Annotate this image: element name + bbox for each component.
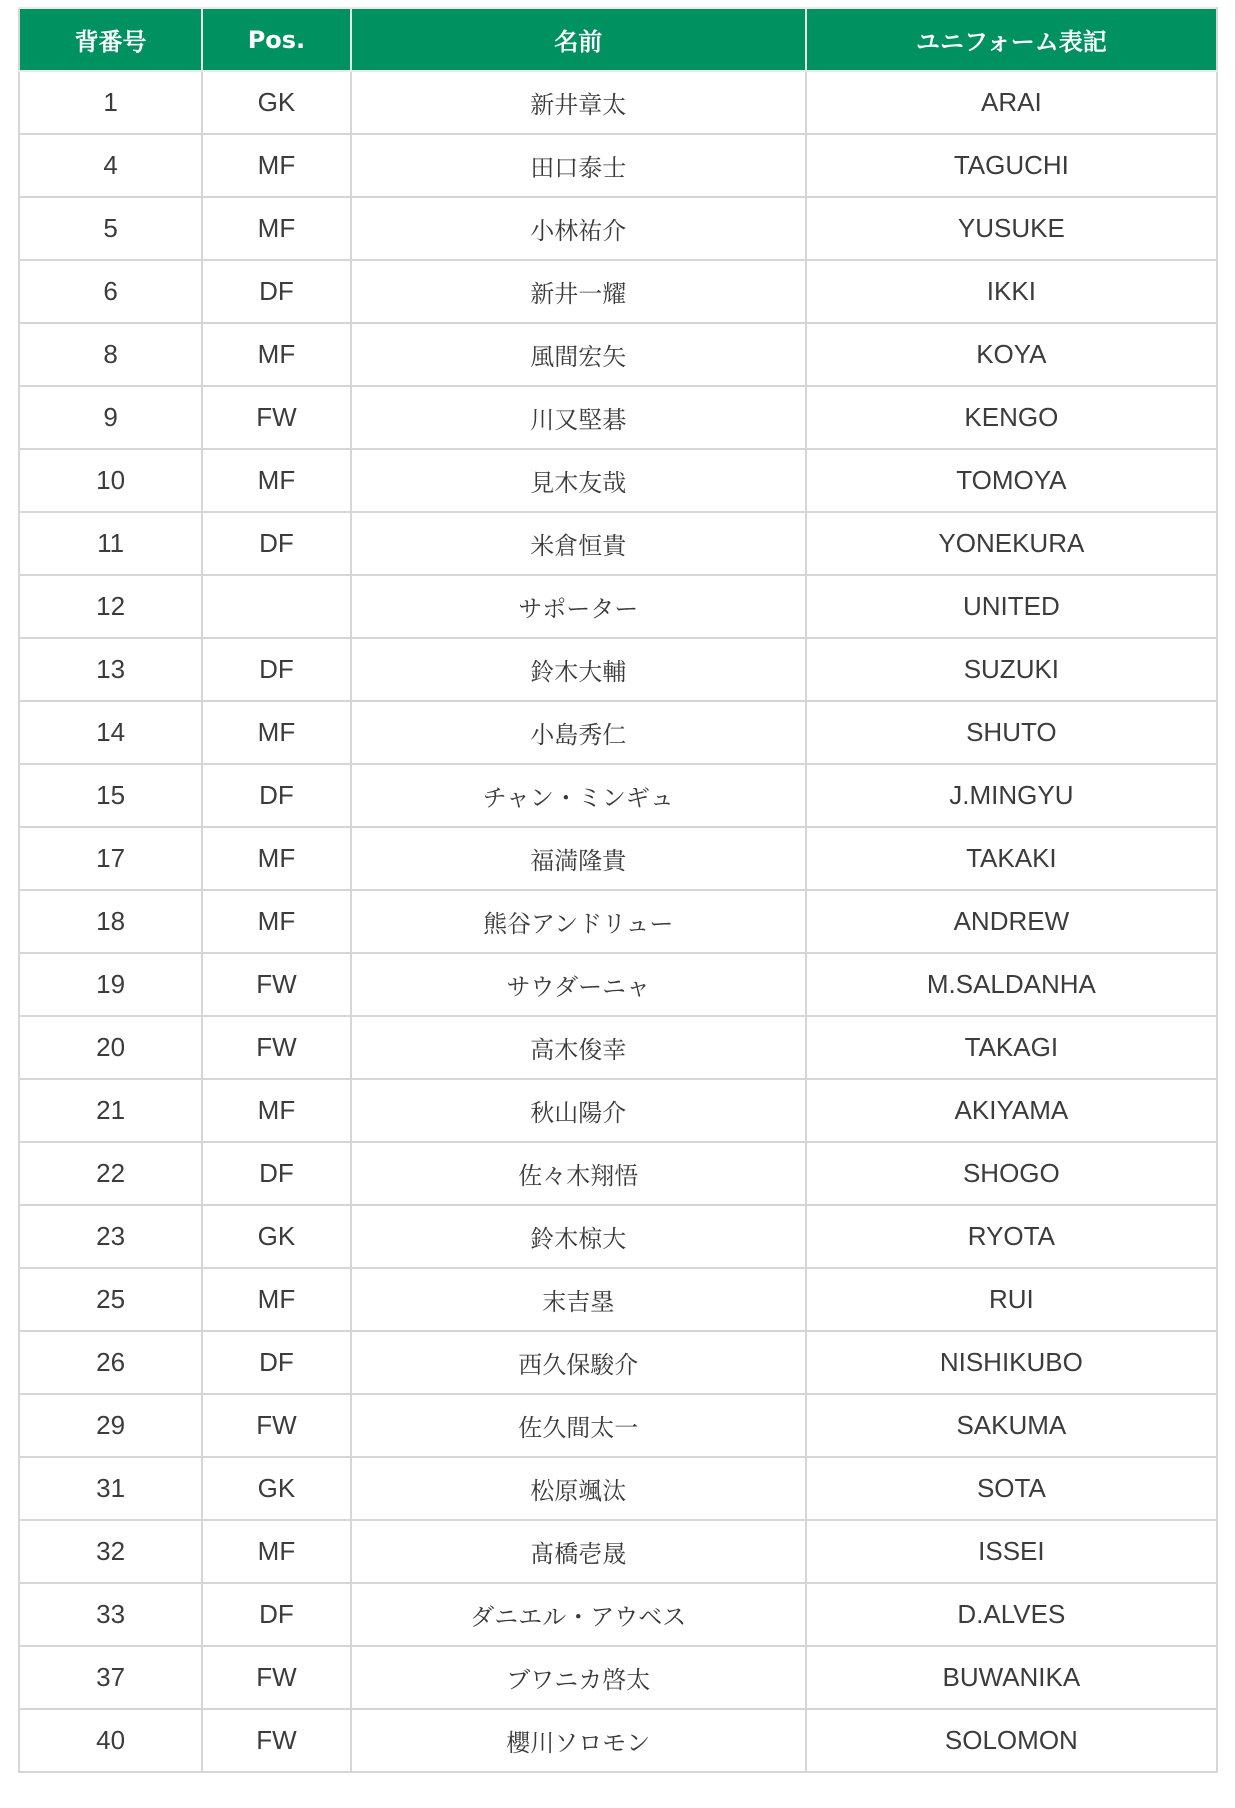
cell-uniform: D.ALVES bbox=[806, 1583, 1217, 1646]
cell-position: DF bbox=[202, 512, 351, 575]
cell-name: 風間宏矢 bbox=[351, 323, 806, 386]
table-row bbox=[19, 512, 1217, 575]
cell-name: チャン・ミンギュ bbox=[351, 764, 806, 827]
cell-name: 福満隆貴 bbox=[351, 827, 806, 890]
table-row bbox=[19, 1268, 1217, 1331]
cell-number: 37 bbox=[19, 1646, 202, 1709]
cell-uniform: SOTA bbox=[806, 1457, 1217, 1520]
cell-position: MF bbox=[202, 890, 351, 953]
cell-position: DF bbox=[202, 1142, 351, 1205]
header-number: 背番号 bbox=[19, 8, 202, 71]
cell-name: 鈴木椋大 bbox=[351, 1205, 806, 1268]
cell-number: 31 bbox=[19, 1457, 202, 1520]
cell-name: 高木俊幸 bbox=[351, 1016, 806, 1079]
cell-uniform: NISHIKUBO bbox=[806, 1331, 1217, 1394]
cell-name: サポーター bbox=[351, 575, 806, 638]
cell-name: サウダーニャ bbox=[351, 953, 806, 1016]
roster-table-header bbox=[19, 8, 1217, 71]
cell-name: 新井一耀 bbox=[351, 260, 806, 323]
table-row bbox=[19, 1205, 1217, 1268]
cell-uniform: J.MINGYU bbox=[806, 764, 1217, 827]
cell-position: MF bbox=[202, 1520, 351, 1583]
cell-uniform: TAKAGI bbox=[806, 1016, 1217, 1079]
cell-number: 6 bbox=[19, 260, 202, 323]
cell-name: 鈴木大輔 bbox=[351, 638, 806, 701]
cell-name: 田口泰士 bbox=[351, 134, 806, 197]
cell-position: FW bbox=[202, 386, 351, 449]
cell-number: 25 bbox=[19, 1268, 202, 1331]
cell-number: 22 bbox=[19, 1142, 202, 1205]
cell-uniform: YUSUKE bbox=[806, 197, 1217, 260]
cell-position: DF bbox=[202, 1583, 351, 1646]
roster-table bbox=[18, 7, 1218, 1773]
table-row bbox=[19, 1079, 1217, 1142]
table-row bbox=[19, 134, 1217, 197]
cell-uniform: BUWANIKA bbox=[806, 1646, 1217, 1709]
cell-position: FW bbox=[202, 953, 351, 1016]
cell-position: MF bbox=[202, 701, 351, 764]
cell-uniform: TAGUCHI bbox=[806, 134, 1217, 197]
cell-position: FW bbox=[202, 1709, 351, 1772]
cell-name: 新井章太 bbox=[351, 71, 806, 134]
cell-name: 佐久間太一 bbox=[351, 1394, 806, 1457]
cell-position: MF bbox=[202, 323, 351, 386]
cell-position: GK bbox=[202, 1457, 351, 1520]
cell-number: 21 bbox=[19, 1079, 202, 1142]
table-row bbox=[19, 260, 1217, 323]
cell-position: GK bbox=[202, 1205, 351, 1268]
cell-uniform: RUI bbox=[806, 1268, 1217, 1331]
cell-number: 5 bbox=[19, 197, 202, 260]
cell-position: MF bbox=[202, 1079, 351, 1142]
cell-number: 40 bbox=[19, 1709, 202, 1772]
header-uniform: ユニフォーム表記 bbox=[806, 8, 1217, 71]
cell-number: 13 bbox=[19, 638, 202, 701]
table-row bbox=[19, 890, 1217, 953]
cell-name: 末吉塁 bbox=[351, 1268, 806, 1331]
cell-uniform: KENGO bbox=[806, 386, 1217, 449]
cell-uniform: YONEKURA bbox=[806, 512, 1217, 575]
cell-name: ダニエル・アウベス bbox=[351, 1583, 806, 1646]
header-name: 名前 bbox=[351, 8, 806, 71]
table-row bbox=[19, 449, 1217, 512]
cell-name: 川又堅碁 bbox=[351, 386, 806, 449]
cell-number: 26 bbox=[19, 1331, 202, 1394]
table-row bbox=[19, 638, 1217, 701]
table-row bbox=[19, 323, 1217, 386]
cell-position: DF bbox=[202, 764, 351, 827]
cell-uniform: ISSEI bbox=[806, 1520, 1217, 1583]
cell-position: FW bbox=[202, 1016, 351, 1079]
cell-name: 見木友哉 bbox=[351, 449, 806, 512]
cell-name: 髙橋壱晟 bbox=[351, 1520, 806, 1583]
table-row bbox=[19, 575, 1217, 638]
cell-uniform: SHOGO bbox=[806, 1142, 1217, 1205]
cell-uniform: SHUTO bbox=[806, 701, 1217, 764]
table-row bbox=[19, 953, 1217, 1016]
cell-uniform: SAKUMA bbox=[806, 1394, 1217, 1457]
cell-position: MF bbox=[202, 1268, 351, 1331]
cell-number: 18 bbox=[19, 890, 202, 953]
table-row bbox=[19, 1331, 1217, 1394]
cell-uniform: ARAI bbox=[806, 71, 1217, 134]
cell-position: FW bbox=[202, 1394, 351, 1457]
cell-uniform: M.SALDANHA bbox=[806, 953, 1217, 1016]
cell-position: MF bbox=[202, 449, 351, 512]
cell-number: 14 bbox=[19, 701, 202, 764]
cell-number: 15 bbox=[19, 764, 202, 827]
cell-uniform: SOLOMON bbox=[806, 1709, 1217, 1772]
cell-uniform: TOMOYA bbox=[806, 449, 1217, 512]
table-row bbox=[19, 197, 1217, 260]
cell-number: 11 bbox=[19, 512, 202, 575]
cell-name: 秋山陽介 bbox=[351, 1079, 806, 1142]
cell-name: 米倉恒貴 bbox=[351, 512, 806, 575]
cell-number: 9 bbox=[19, 386, 202, 449]
table-row bbox=[19, 1457, 1217, 1520]
header-row bbox=[19, 8, 1217, 71]
table-row bbox=[19, 1709, 1217, 1772]
table-row bbox=[19, 1520, 1217, 1583]
cell-uniform: AKIYAMA bbox=[806, 1079, 1217, 1142]
cell-position: MF bbox=[202, 134, 351, 197]
table-row bbox=[19, 764, 1217, 827]
cell-number: 19 bbox=[19, 953, 202, 1016]
cell-uniform: UNITED bbox=[806, 575, 1217, 638]
table-row bbox=[19, 386, 1217, 449]
table-row bbox=[19, 1394, 1217, 1457]
cell-position bbox=[202, 575, 351, 638]
header-position: Pos. bbox=[202, 8, 351, 71]
cell-number: 33 bbox=[19, 1583, 202, 1646]
cell-name: ブワニカ啓太 bbox=[351, 1646, 806, 1709]
cell-number: 29 bbox=[19, 1394, 202, 1457]
cell-uniform: SUZUKI bbox=[806, 638, 1217, 701]
cell-number: 10 bbox=[19, 449, 202, 512]
roster-table-container bbox=[18, 7, 1218, 1773]
table-row bbox=[19, 701, 1217, 764]
roster-table-body bbox=[19, 71, 1217, 1772]
cell-position: MF bbox=[202, 827, 351, 890]
cell-position: DF bbox=[202, 260, 351, 323]
cell-uniform: ANDREW bbox=[806, 890, 1217, 953]
cell-name: 櫻川ソロモン bbox=[351, 1709, 806, 1772]
cell-number: 12 bbox=[19, 575, 202, 638]
cell-uniform: IKKI bbox=[806, 260, 1217, 323]
cell-number: 17 bbox=[19, 827, 202, 890]
cell-number: 32 bbox=[19, 1520, 202, 1583]
cell-position: DF bbox=[202, 1331, 351, 1394]
cell-name: 熊谷アンドリュー bbox=[351, 890, 806, 953]
cell-position: DF bbox=[202, 638, 351, 701]
cell-uniform: TAKAKI bbox=[806, 827, 1217, 890]
cell-name: 松原颯汰 bbox=[351, 1457, 806, 1520]
cell-position: MF bbox=[202, 197, 351, 260]
cell-name: 小林祐介 bbox=[351, 197, 806, 260]
cell-number: 8 bbox=[19, 323, 202, 386]
cell-number: 20 bbox=[19, 1016, 202, 1079]
table-row bbox=[19, 1142, 1217, 1205]
table-row bbox=[19, 71, 1217, 134]
table-row bbox=[19, 1016, 1217, 1079]
cell-name: 西久保駿介 bbox=[351, 1331, 806, 1394]
table-row bbox=[19, 1646, 1217, 1709]
cell-uniform: KOYA bbox=[806, 323, 1217, 386]
cell-uniform: RYOTA bbox=[806, 1205, 1217, 1268]
cell-number: 4 bbox=[19, 134, 202, 197]
cell-position: FW bbox=[202, 1646, 351, 1709]
table-row bbox=[19, 827, 1217, 890]
cell-number: 1 bbox=[19, 71, 202, 134]
table-row bbox=[19, 1583, 1217, 1646]
cell-name: 佐々木翔悟 bbox=[351, 1142, 806, 1205]
cell-name: 小島秀仁 bbox=[351, 701, 806, 764]
cell-position: GK bbox=[202, 71, 351, 134]
cell-number: 23 bbox=[19, 1205, 202, 1268]
